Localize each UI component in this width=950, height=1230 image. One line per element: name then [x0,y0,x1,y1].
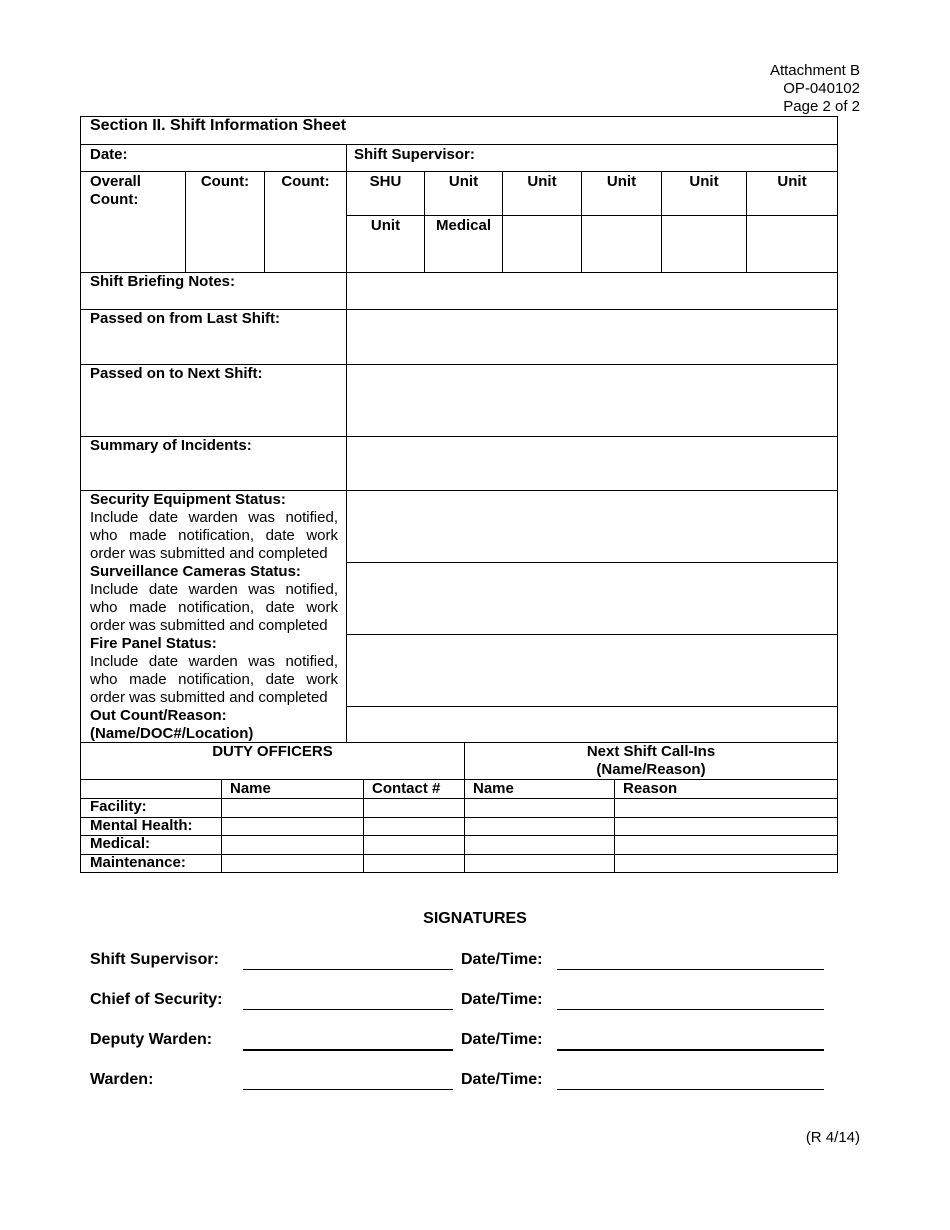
summary-incidents-label: Summary of Incidents: [90,437,252,454]
unit-header-3: Unit [527,173,557,190]
security-equipment-label: Security Equipment Status: [90,491,286,508]
unit-header-2: Unit [448,173,479,190]
sig-line-shift-supervisor[interactable] [243,969,453,970]
status-note-line: order was submitted and completed [90,689,328,706]
unit-header-4: Unit [606,173,637,190]
date-label: Date: [90,146,128,163]
sig-line-warden[interactable] [243,1089,453,1090]
revision-code: (R 4/14) [805,1129,860,1146]
duty-row-maintenance: Maintenance: [90,854,186,871]
status-note-line: Include date warden was notified, [90,581,338,598]
sig-line-chief-security[interactable] [243,1009,453,1010]
sig-role-deputy-warden: Deputy Warden: [90,1031,213,1048]
col-reason: Reason [623,780,678,797]
section-title: Section II. Shift Information Sheet [90,117,347,134]
call-ins-subtitle: (Name/Reason) [596,761,706,778]
call-ins-title: Next Shift Call-Ins [586,743,716,760]
passed-from-label: Passed on from Last Shift: [90,310,281,327]
sig-date-line-3[interactable] [557,1049,824,1051]
overall-count-label: Overall Count: [90,173,141,208]
unit-bottom-1: Unit [370,217,401,234]
sig-date-label-4: Date/Time: [461,1071,543,1088]
col-name-callins: Name [473,780,514,797]
status-note-line: order was submitted and completed [90,545,328,562]
sig-date-line-2[interactable] [557,1009,824,1010]
document-header [770,62,860,116]
sig-role-shift-supervisor: Shift Supervisor: [90,951,219,968]
page-number: Page 2 of 2 [783,98,860,115]
passed-to-label: Passed on to Next Shift: [90,365,263,382]
out-count-block [90,707,338,743]
sig-line-deputy-warden[interactable] [243,1049,453,1051]
status-note-line: who made notification, date work [90,671,338,688]
status-note-line: Include date warden was notified, [90,509,338,526]
status-note-line: who made notification, date work [90,599,338,616]
signatures-title: SIGNATURES [423,910,527,927]
status-note-line: Include date warden was notified, [90,653,338,670]
surveillance-label: Surveillance Cameras Status: [90,563,301,580]
surveillance-block [90,563,338,635]
sig-date-line-1[interactable] [557,969,824,970]
count-label-2: Count: [281,173,330,190]
unit-shu: SHU [369,173,402,190]
fire-panel-label: Fire Panel Status: [90,635,217,652]
sig-date-label-3: Date/Time: [461,1031,543,1048]
security-equipment-block [90,491,338,563]
out-count-label: Out Count/Reason: [90,707,227,724]
sig-date-label-2: Date/Time: [461,991,543,1008]
status-note-line: order was submitted and completed [90,617,328,634]
unit-header-5: Unit [689,173,719,190]
unit-medical: Medical [435,217,492,234]
duty-row-medical: Medical: [90,835,151,852]
duty-row-mental-health: Mental Health: [90,817,193,834]
out-count-sublabel: (Name/DOC#/Location) [90,725,254,742]
sig-role-warden: Warden: [90,1071,154,1088]
count-label-1: Count: [200,173,250,190]
duty-row-facility: Facility: [90,798,147,815]
sig-date-line-4[interactable] [557,1089,824,1090]
fire-panel-block [90,635,338,707]
col-contact: Contact # [372,780,441,797]
shift-briefing-label: Shift Briefing Notes: [90,273,235,290]
duty-officers-title: DUTY OFFICERS [212,743,333,760]
sig-role-chief-security: Chief of Security: [90,991,223,1008]
attachment-label: Attachment B [769,62,860,79]
status-note-line: who made notification, date work [90,527,338,544]
unit-header-6: Unit [777,173,807,190]
shift-supervisor-label: Shift Supervisor: [354,146,475,163]
op-number: OP-040102 [783,80,860,97]
col-name: Name [230,780,271,797]
sig-date-label-1: Date/Time: [461,951,543,968]
